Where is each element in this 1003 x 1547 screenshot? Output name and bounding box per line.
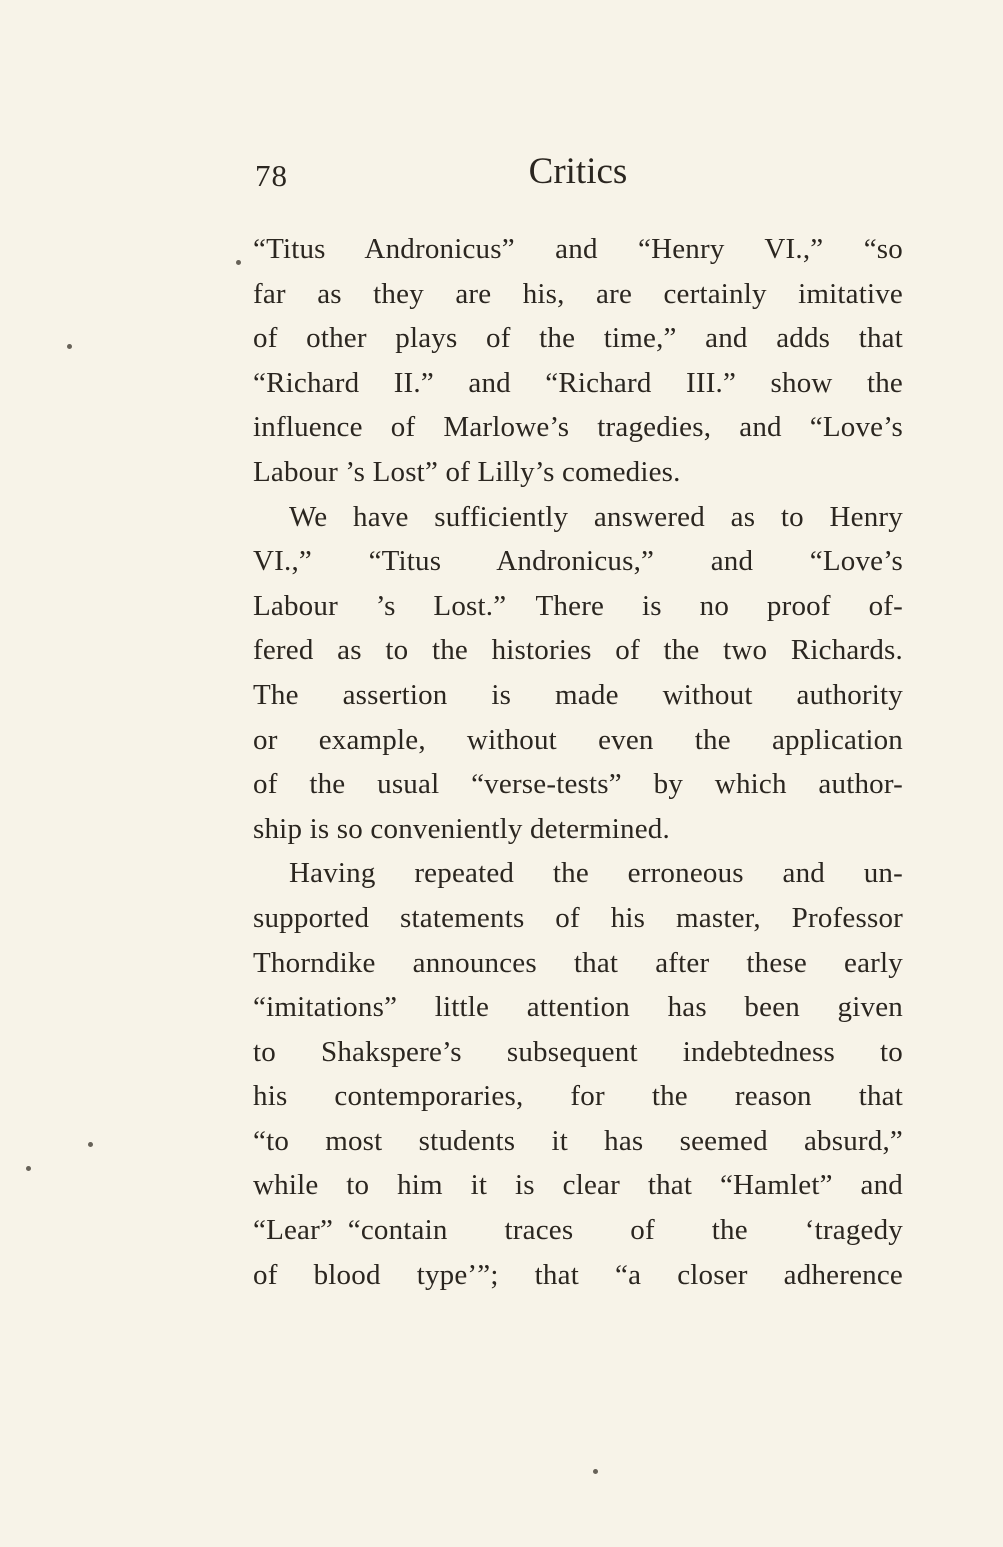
text-line: influence of Marlowe’s tragedies, and “Love’s — [253, 411, 903, 444]
text-line: “Lear” “contain traces of the ‘tragedy — [253, 1214, 903, 1247]
text-line: Labour ’s Lost.” There is no proof of- — [253, 589, 903, 622]
text-line: The assertion is made without authority — [253, 678, 903, 711]
text-line: “Richard II.” and “Richard III.” show the — [253, 366, 903, 399]
text-line: “Titus Andronicus” and “Henry VI.,” “so — [253, 233, 903, 265]
text-line: to Shakspere’s subsequent indebtedness to — [253, 1035, 903, 1068]
text-line: his contemporaries, for the reason that — [253, 1080, 903, 1113]
text-line: or example, without even the application — [253, 723, 903, 756]
scan-speck — [593, 1469, 598, 1474]
text-line: VI.,” “Titus Andronicus,” and “Love’s — [253, 545, 903, 578]
text-line: supported statements of his master, Professor — [253, 901, 903, 934]
scan-speck — [67, 344, 72, 349]
running-head — [253, 150, 903, 200]
page-body — [253, 227, 903, 1297]
text-line: Having repeated the erroneous and un- — [289, 857, 903, 890]
scan-speck — [236, 260, 241, 265]
text-line: fered as to the histories of the two Richards. — [253, 634, 903, 667]
running-header-title: Critics — [528, 151, 628, 192]
text-line: “to most students it has seemed absurd,” — [253, 1124, 903, 1157]
paragraph — [253, 227, 903, 495]
scan-speck — [88, 1142, 93, 1147]
text-line: We have sufficiently answered as to Henry — [289, 500, 903, 533]
text-line: Thorndike announces that after these early — [253, 946, 903, 979]
text-line: “imitations” little attention has been given — [253, 991, 903, 1024]
paragraph — [253, 495, 903, 852]
text-line: of the usual “verse-tests” by which author- — [253, 768, 903, 801]
text-line: far as they are his, are certainly imitative — [253, 277, 903, 310]
text-line: of blood type’”; that “a closer adherence — [253, 1258, 903, 1291]
text-line: ship is so conveniently determined. — [253, 812, 670, 845]
text-line: Labour ’s Lost” of Lilly’s comedies. — [253, 455, 681, 488]
paragraph — [253, 851, 903, 1297]
text-line: of other plays of the time,” and adds that — [253, 322, 903, 355]
scan-speck — [26, 1166, 31, 1171]
text-line: while to him it is clear that “Hamlet” and — [253, 1169, 903, 1202]
page-number: 78 — [255, 158, 288, 193]
